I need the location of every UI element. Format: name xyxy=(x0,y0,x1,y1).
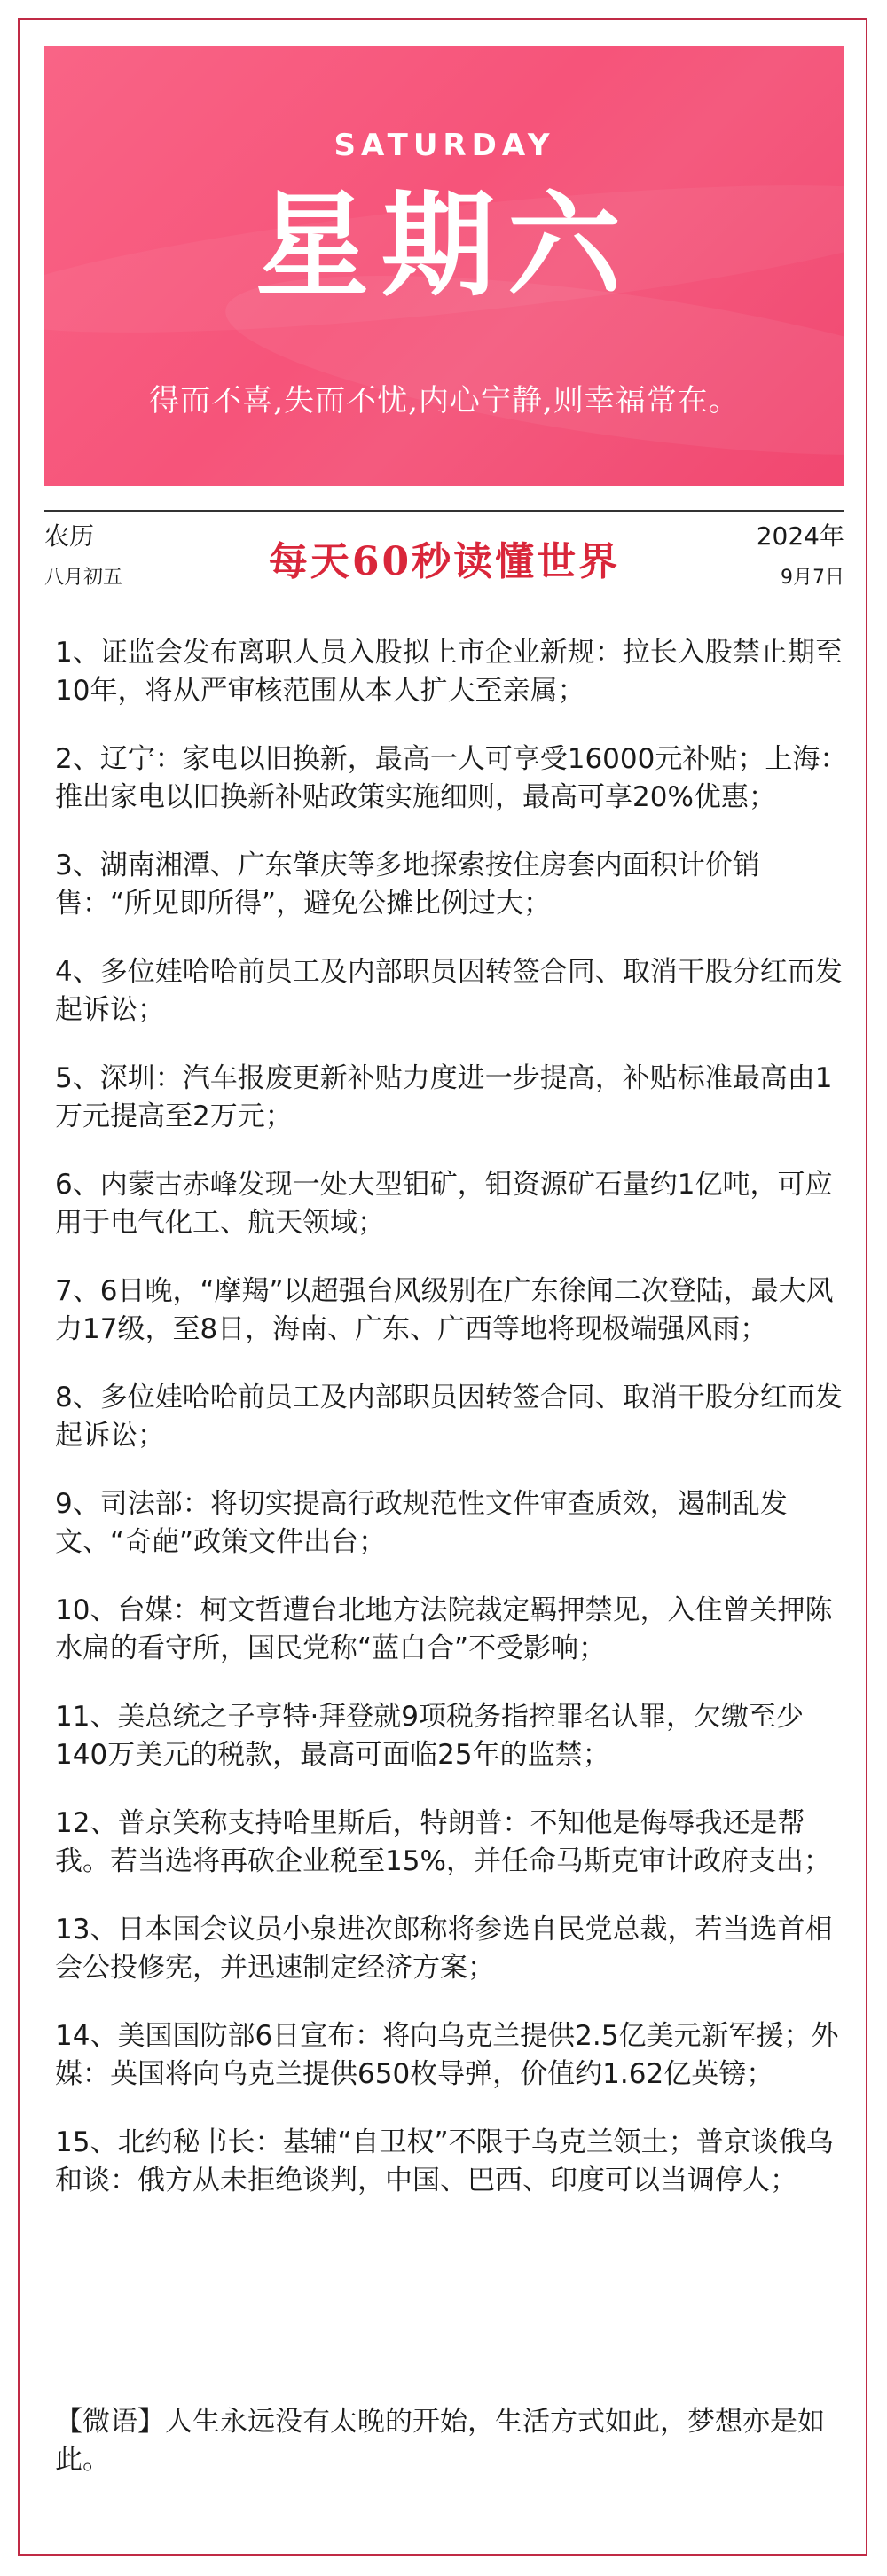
year: 2024年 xyxy=(756,521,844,551)
daily-quote: 【微语】人生永远没有太晚的开始，生活方式如此，梦想亦是如此。 xyxy=(55,2406,825,2476)
lunar-label: 农历 xyxy=(44,521,95,551)
lunar-date: 八月初五 xyxy=(44,567,123,589)
news-item: 8、多位娃哈哈前员工及内部职员因转签合同、取消干股分红而发起诉讼； xyxy=(55,1382,843,1452)
news-item: 12、普京笑称支持哈里斯后，特朗普：不知他是侮辱我还是帮我。若当选将再砍企业税至15%，并任命马斯克审计政府支出； xyxy=(55,1807,831,1877)
news-item: 11、美总统之子亨特·拜登就9项税务指控罪名认罪，欠缴至少140万美元的税款，最高可面临25年的监禁； xyxy=(55,1701,805,1771)
news-item: 9、司法部：将切实提高行政规范性文件审查质效，遏制乱发文、“奇葩”政策文件出台； xyxy=(55,1488,788,1558)
weekday-chinese: 星期六 xyxy=(255,179,633,312)
news-item: 7、6日晚，“摩羯”以超强台风级别在广东徐闻二次登陆，最大风力17级，至8日，海南、广东、广西等地将现极端强风雨； xyxy=(55,1275,834,1345)
news-item: 3、湖南湘潭、广东肇庆等多地探索按住房套内面积计价销售：“所见即所得”，避免公摊比例过大； xyxy=(55,850,760,920)
motto: 得而不喜,失而不忧,内心宁静,则幸福常在。 xyxy=(149,383,740,419)
news-item: 6、内蒙古赤峰发现一处大型钼矿，钼资源矿石量约1亿吨，可应用于电气化工、航天领域； xyxy=(55,1169,833,1239)
page-title: 每天60秒读懂世界 xyxy=(268,539,621,584)
news-item: 5、深圳：汽车报废更新补贴力度进一步提高，补贴标准最高由1万元提高至2万元； xyxy=(55,1062,833,1132)
news-list xyxy=(55,634,853,2230)
header-banner xyxy=(44,46,844,486)
news-item: 2、辽宁：家电以旧换新，最高一人可享受16000元补贴；上海：推出家电以旧换新补贴政策实施细则，最高可享20%优惠； xyxy=(55,743,848,813)
news-item: 15、北约秘书长：基辅“自卫权”不限于乌克兰领土；普京谈俄乌和谈：俄方从未拒绝谈判，中国、巴西、印度可以当调停人； xyxy=(55,2126,834,2196)
month-day: 9月7日 xyxy=(781,567,844,589)
news-item: 10、台媒：柯文哲遭台北地方法院裁定羁押禁见，入住曾关押陈水扁的看守所，国民党称“蓝白合”不受影响； xyxy=(55,1594,833,1664)
weekday-english: SATURDAY xyxy=(334,128,555,163)
news-item: 14、美国国防部6日宣布：将向乌克兰提供2.5亿美元新军援；外媒：英国将向乌克兰提供650枚导弹，价值约1.62亿英镑； xyxy=(55,2020,839,2090)
news-item: 1、证监会发布离职人员入股拟上市企业新规：拉长入股禁止期至10年，将从严审核范围从本人扩大至亲属； xyxy=(55,637,843,707)
news-item: 13、日本国会议员小泉进次郎称将参选自民党总裁，若当选首相会公投修宪，并迅速制定经济方案； xyxy=(55,1914,833,1984)
news-item: 4、多位娃哈哈前员工及内部职员因转签合同、取消干股分红而发起诉讼； xyxy=(55,956,843,1026)
dateline xyxy=(44,510,844,591)
